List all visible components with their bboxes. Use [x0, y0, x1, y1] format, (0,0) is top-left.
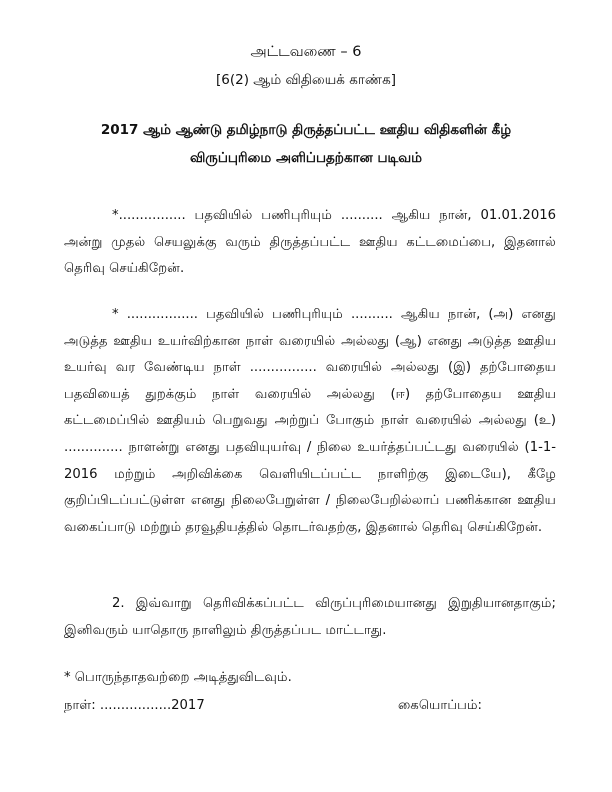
- schedule-title: அட்டவணை – 6: [250, 44, 362, 60]
- form-heading-line2: விருப்புரிமை அளிப்பதற்கான படிவம்: [189, 150, 423, 166]
- option-paragraph-1: *................ பதவியில் பணிபுரியும் .......... ஆகிய நான், 01.01.2016 அன்று முதல் செயலுக்கு வரும் திருத்தப்பட்ட ஊதிய கட்டமைப்பை, இதனால் தெரிவு செய்கிறேன்.: [64, 208, 556, 277]
- footnote: * பொருந்தாதவற்றை அடித்துவிடவும்.: [64, 670, 292, 685]
- finality-paragraph: 2. இவ்வாறு தெரிவிக்கப்பட்ட விருப்புரிமையானது இறுதியானதாகும்; இனிவரும் யாதொரு நாளிலும் திருத்தப்பட மாட்டாது.: [64, 596, 556, 638]
- form-heading-line1: 2017 ஆம் ஆண்டு தமிழ்நாடு திருத்தப்பட்ட ஊதிய விதிகளின் கீழ்: [100, 122, 512, 138]
- rule-reference: [6(2) ஆம் விதியைக் காண்க]: [216, 72, 396, 88]
- signature-label: கையொப்பம்:: [397, 698, 482, 713]
- date-line: நாள்: .................2017: [64, 698, 205, 713]
- option-paragraph-2: * ................. பதவியில் பணிபுரியும் .......... ஆகிய நான், (அ) எனது அடுத்த ஊதிய உயர்விற்கான நாள் வரையில் அல்லது (ஆ) எனது அடுத்த ஊதிய உயர்வு வர வேண்டிய நாள் ................ வரையில் அல்லது (இ) தற்போதைய பதவியைத் துறக்கும் நாள் வரையில் அல்லது (ஈ) தற்போதைய ஊதிய கட்டமைப்பில் ஊதியம் பெறுவது அற்றுப் போகும் நாள் வரையில் அல்லது (உ) .............. நாளன்று எனது பதவியுயர்வு / நிலை உயர்த்தப்பட்டது வரையில் (1-1-2016 மற்றும் அறிவிக்கை வெளியிடப்பட்ட நாளிற்கு இடையே), கீழே குறிப்பிடப்பட்டுள்ள எனது நிலைபேறுள்ள / நிலைபேறில்லாப் பணிக்கான ஊதிய வகைப்பாடு மற்றும் தரவூதியத்தில் தொடர்வதற்கு, இதனால் தெரிவு செய்கிறேன்.: [64, 307, 556, 535]
